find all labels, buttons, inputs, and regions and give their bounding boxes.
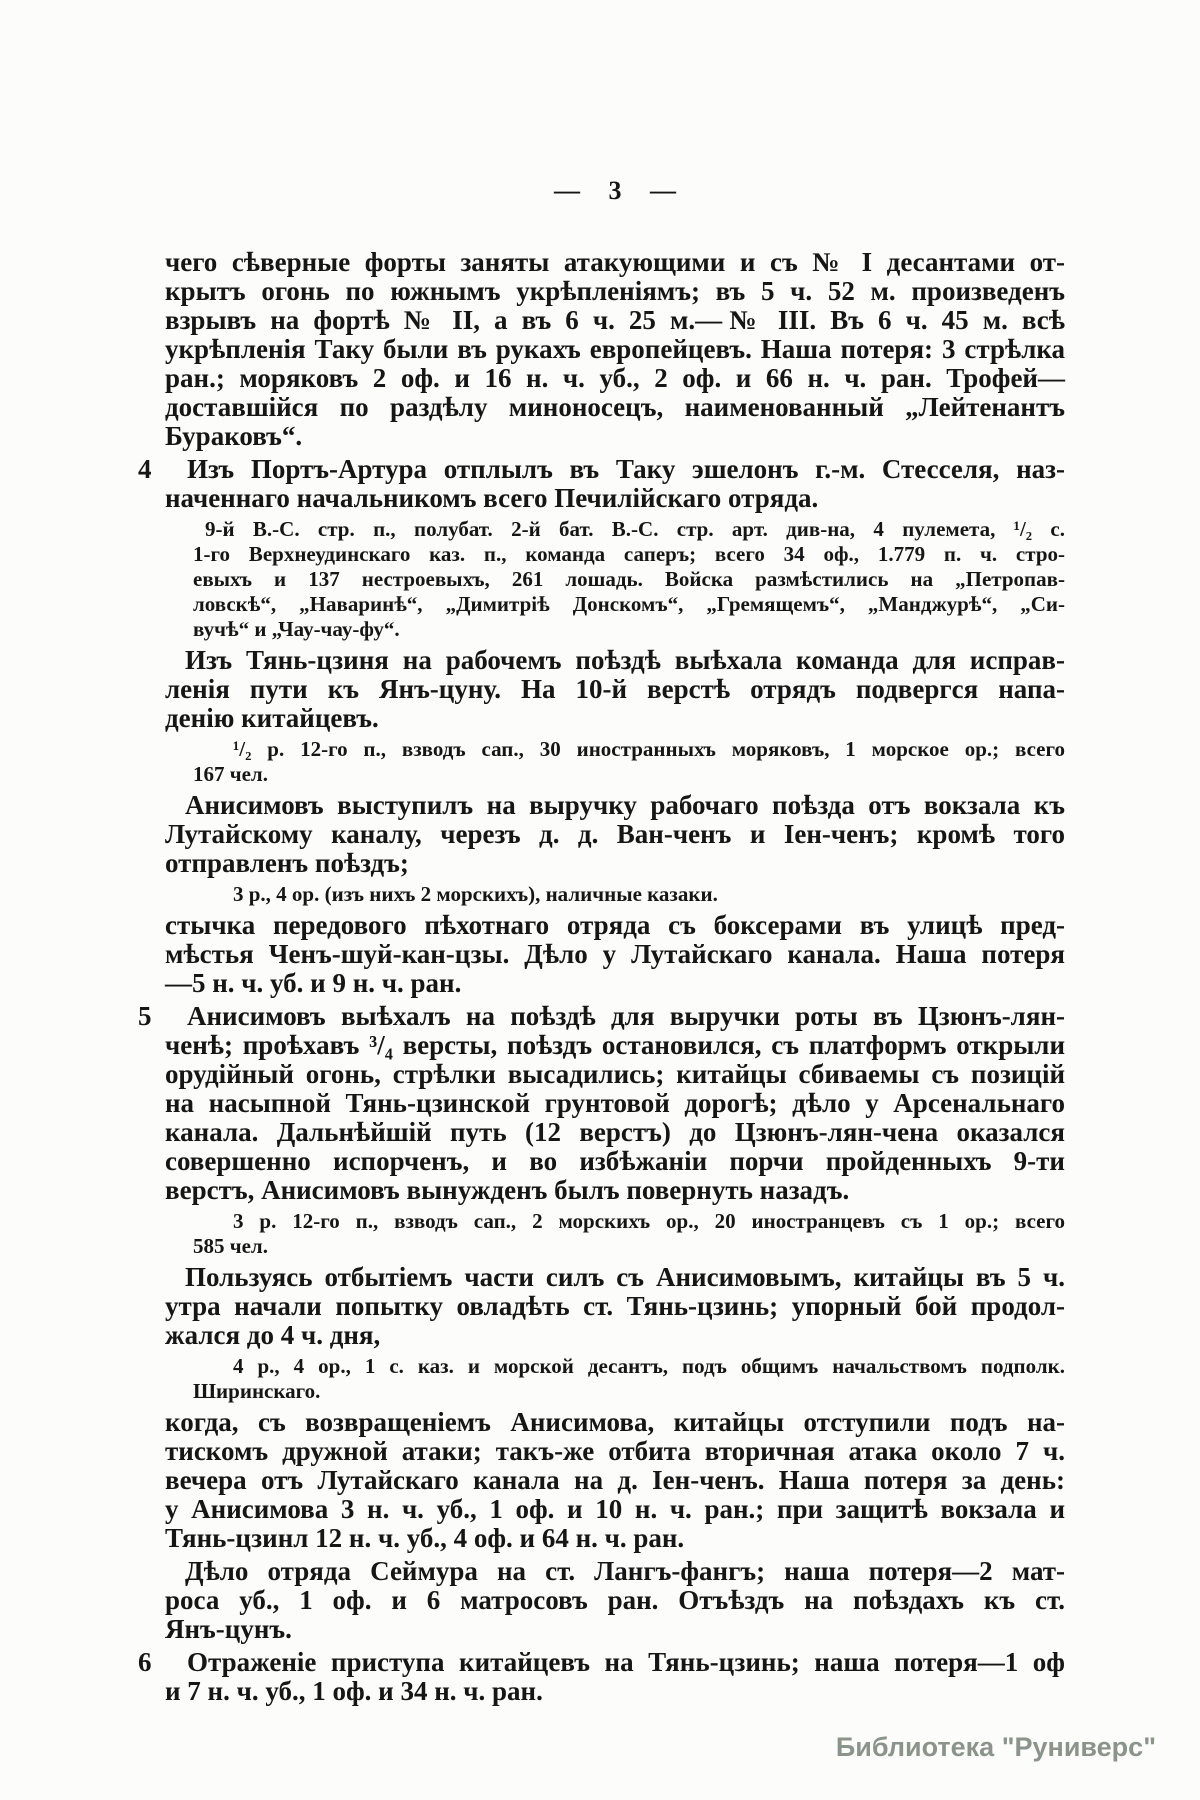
text-line: жался до 4 ч. дня, [165, 1320, 381, 1350]
text-line: ловскѣ“, „Наваринѣ“, „Димитріѣ Донскомъ“, „Гремящемъ“, „Манджурѣ“, „Си- [193, 592, 1065, 616]
text-line: Ширинскаго. [193, 1379, 321, 1403]
text-line: 1-го Верхнеудинскаго каз. п., команда саперъ; всего 34 оф., 1.779 п. ч. стро- [193, 542, 1065, 566]
text-line: крытъ огонь по южнымъ укрѣпленіямъ; въ 5 ч. 52 м. произведенъ [165, 276, 1065, 306]
text-column [138, 176, 1065, 1706]
paragraph [165, 646, 1065, 733]
text-line: ран.; моряковъ 2 оф. и 16 н. ч. уб., 2 оф. и 66 н. ч. ран. Трофей— [165, 363, 1065, 393]
text-line: ленія пути къ Янъ-цуну. На 10-й верстѣ отрядъ подвергся напа- [165, 674, 1065, 704]
paragraph [165, 1263, 1065, 1350]
text-line: 3 р. 12-го п., взводъ сап., 2 морскихъ ор., 20 иностранцевъ съ 1 ор.; всего [233, 1209, 1065, 1233]
text-line: 4 р., 4 ор., 1 с. каз. и морской десантъ, подъ общимъ начальствомъ подполк. [233, 1354, 1065, 1378]
text-line: верстъ, Анисимовъ вынужденъ былъ повернуть назадъ. [165, 1175, 850, 1205]
text-line: Изъ Тянь-цзиня на рабочемъ поѣздѣ выѣхала команда для исправ- [185, 645, 1065, 675]
paragraph [165, 248, 1065, 451]
text-line: тискомъ дружной атаки; такъ-же отбита вторичная атака около 7 ч. [165, 1436, 1065, 1466]
text-line: совершенно испорченъ, и во избѣжаніи порчи пройденныхъ 9-ти [165, 1146, 1065, 1176]
entry-number: 4 [138, 454, 152, 484]
paragraph [165, 1557, 1065, 1644]
small-print-note [193, 1354, 1065, 1404]
text-line: Дѣло отряда Сеймура на ст. Лангъ-фангъ; наша потеря—2 мат- [185, 1556, 1065, 1586]
paragraph [165, 911, 1065, 998]
text-line: утра начали попытку овладѣть ст. Тянь-цзинь; упорный бой продол- [165, 1291, 1065, 1321]
text-line: взрывъ на фортѣ № II, а въ 6 ч. 25 м.—№ III. Въ 6 ч. 45 м. всѣ [165, 305, 1065, 335]
entry-number: 5 [138, 1001, 152, 1031]
text-line: 3 р., 4 ор. (изъ нихъ 2 морскихъ), наличные казаки. [233, 882, 718, 906]
text-line: Янъ-цунъ. [165, 1614, 292, 1644]
text-line: Бураковъ“. [165, 421, 303, 451]
text-line: Отраженіе приступа китайцевъ на Тянь-цзинь; наша потеря—1 оф [187, 1647, 1065, 1677]
text-line: вечера отъ Лутайскаго канала на д. Іен-ченъ. Наша потеря за день: [165, 1465, 1065, 1495]
small-print-note [193, 737, 1065, 787]
page-number: — 3 — [554, 176, 676, 205]
library-watermark: Библиотека "Руниверс" [835, 1732, 1156, 1762]
text-line: канала. Дальнѣйшій путь (12 верстъ) до Цзюнъ-лян-чена оказался [165, 1117, 1065, 1147]
text-line: и 7 н. ч. уб., 1 оф. и 34 н. ч. ран. [165, 1676, 543, 1706]
text-line: у Анисимова 3 н. ч. уб., 1 оф. и 10 н. ч. ран.; при защитѣ вокзала и [165, 1494, 1065, 1524]
text-line: Анисимовъ выступилъ на выручку рабочаго поѣзда отъ вокзала къ [185, 790, 1065, 820]
text-line: —5 н. ч. уб. и 9 н. ч. ран. [165, 968, 462, 998]
text-line: мѣстья Ченъ-шуй-кан-цзы. Дѣло у Лутайскаго канала. Наша потеря [165, 939, 1065, 969]
numbered-entry [138, 1001, 1065, 1205]
text-line: Лутайскому каналу, черезъ д. д. Ван-ченъ и Іен-ченъ; кромѣ того [165, 819, 1065, 849]
entry-number: 6 [138, 1647, 152, 1677]
text-line: роса уб., 1 оф. и 6 матросовъ ран. Отъѣздъ на поѣздахъ къ ст. [165, 1585, 1065, 1615]
numbered-entry [138, 454, 1065, 513]
text-line: вучѣ“ и „Чау-чау-фу“. [193, 617, 400, 641]
text-line: укрѣпленія Таку были въ рукахъ европейцевъ. Наша потеря: 3 стрѣлка [165, 334, 1065, 364]
text-line: Анисимовъ выѣхалъ на поѣздѣ для выручки роты въ Цзюнъ-лян- [187, 1001, 1065, 1031]
text-line: стычка передового пѣхотнаго отряда съ боксерами въ улицѣ пред- [165, 910, 1065, 940]
text-line: Тянь-цзинл 12 н. ч. уб., 4 оф. и 64 н. ч. ран. [165, 1523, 685, 1553]
text-line: орудійный огонь, стрѣлки высадились; китайцы сбиваемы съ позицій [165, 1059, 1065, 1089]
text-line: Пользуясь отбытіемъ части силъ съ Анисимовымъ, китайцы въ 5 ч. [185, 1262, 1065, 1292]
small-print-note [193, 882, 1065, 907]
text-line: ¹/₂ р. 12-го п., взводъ сап., 30 иностранныхъ моряковъ, 1 морское ор.; всего [233, 737, 1065, 761]
small-print-note [193, 517, 1065, 642]
text-line: ченѣ; проѣхавъ ³/₄ версты, поѣздъ остановился, съ платформъ открыли [165, 1030, 1065, 1060]
numbered-entry [138, 1647, 1065, 1706]
text-line: 9-й В.-С. стр. п., полубат. 2-й бат. В.-С. стр. арт. див-на, 4 пулемета, ¹/₂ с. [205, 517, 1065, 541]
text-line: наченнаго начальникомъ всего Печилійскаго отряда. [165, 483, 819, 513]
text-line: на насыпной Тянь-цзинской грунтовой дорогѣ; дѣло у Арсенальнаго [165, 1088, 1065, 1118]
text-line: Изъ Портъ-Артура отплылъ въ Таку эшелонъ г.-м. Стесселя, наз- [187, 454, 1065, 484]
paragraph [165, 1408, 1065, 1553]
text-line: когда, съ возвращеніемъ Анисимова, китайцы отступили подъ на- [165, 1407, 1065, 1437]
text-line: доставшійся по раздѣлу миноносецъ, наименованный „Лейтенантъ [165, 392, 1065, 422]
text-line: 167 чел. [193, 762, 268, 786]
paragraph [165, 791, 1065, 878]
text-line: отправленъ поѣздъ; [165, 848, 409, 878]
text-line: 585 чел. [193, 1234, 268, 1258]
text-line: евыхъ и 137 нестроевыхъ, 261 лошадь. Войска размѣстились на „Петропав- [193, 567, 1065, 591]
text-line: денію китайцевъ. [165, 703, 379, 733]
small-print-note [193, 1209, 1065, 1259]
text-line: чего сѣверные форты заняты атакующими и съ № I десантами от- [165, 247, 1065, 277]
